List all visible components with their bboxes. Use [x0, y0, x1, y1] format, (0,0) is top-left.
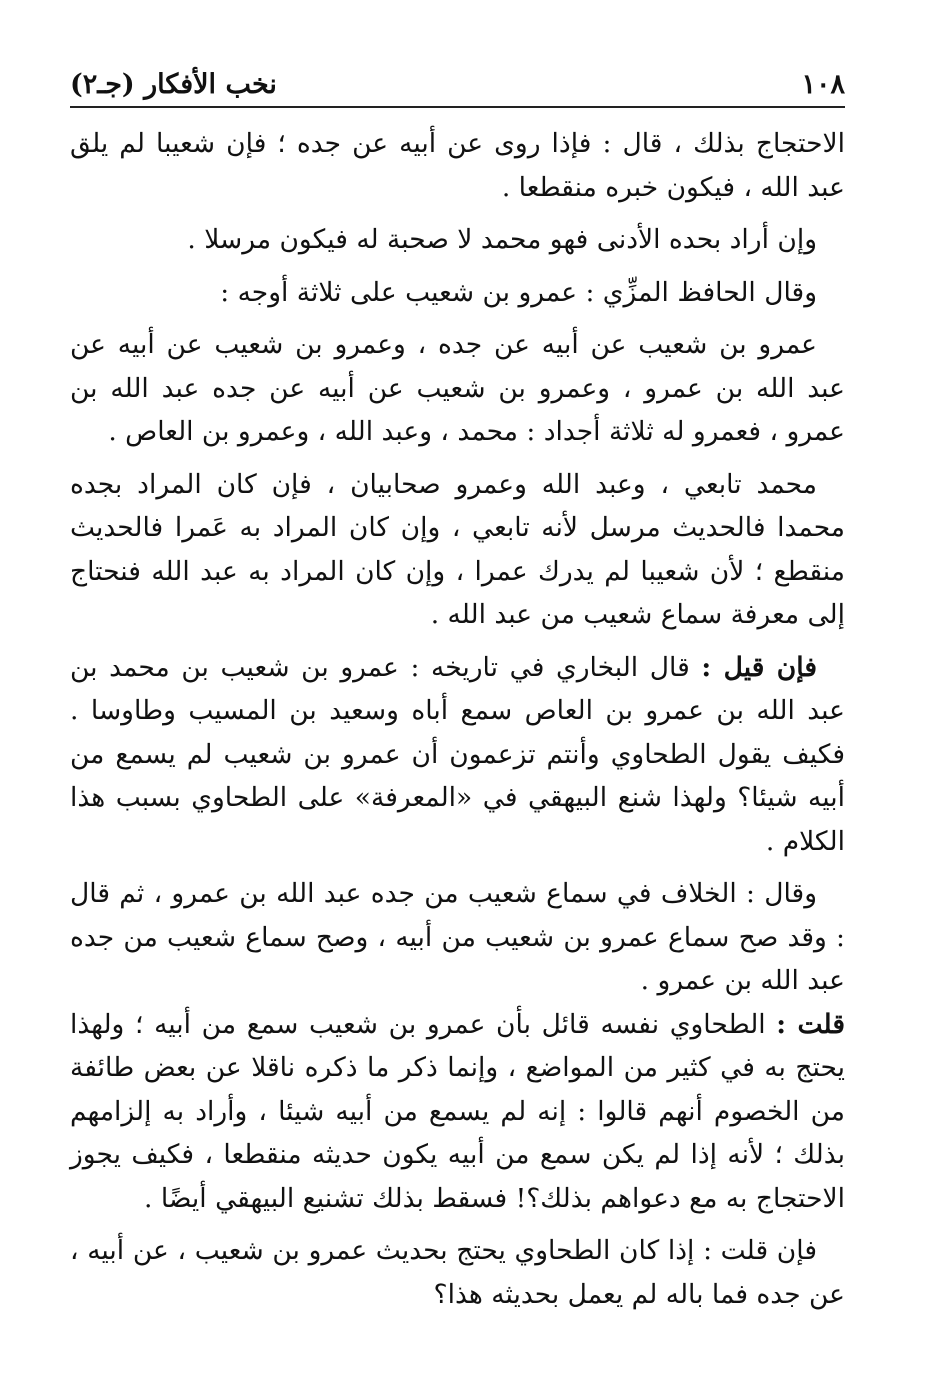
paragraph-text: محمد تابعي ، وعبد الله وعمرو صحابيان ، فإن كان المراد بجده محمدا فالحديث مرسل لأنه تابعي ، وإن كان المراد به عَمرا فالحديث منقطع ؛ لأن شعيبا لم يدرك عمرا ، وإن كان المراد به عبد الله فنحتاج إلى معرفة سماع شعيب من عبد الله . — [70, 468, 845, 630]
paragraph-text: وقال الحافظ المزِّي : عمرو بن شعيب على ثلاثة أوجه : — [220, 276, 817, 308]
paragraph-4 — [70, 323, 845, 454]
book-page — [70, 60, 845, 1340]
page-number: ١٠٨ — [801, 69, 845, 100]
paragraph-text: الطحاوي نفسه قائل بأن عمرو بن شعيب سمع من أبيه ؛ ولهذا يحتج به في كثير من المواضع ، وإنما ذكر ما ذكره ناقلا عن بعض طائفة من الخصوم أنهم قالوا : إنه لم يسمع من أبيه شيئا ، وأراد به إلزامهم بذلك ؛ لأنه إذا لم يكن سمع من أبيه يكون حديثه منقطعا ، فكيف يجوز الاحتجاج به مع دعواهم بذلك؟! فسقط بذلك تشنيع البيهقي أيضًا . — [70, 1008, 845, 1214]
paragraph-text: فإن قلت : إذا كان الطحاوي يحتج بحديث عمرو بن شعيب ، عن أبيه ، عن جده فما باله لم يعمل بحديثه هذا؟ — [70, 1235, 845, 1310]
paragraph-5 — [70, 463, 845, 637]
paragraph-lead: فإن قيل : — [701, 651, 818, 683]
body-text — [70, 122, 845, 1316]
paragraph-text: وإن أراد بحده الأدنى فهو محمد لا صحبة له فيكون مرسلا . — [187, 224, 817, 255]
paragraph-7 — [70, 872, 845, 1003]
paragraph-text: وقال : الخلاف في سماع شعيب من جده عبد الله بن عمرو ، ثم قال : وقد صح سماع عمرو بن شعيب من أبيه ، وصح سماع شعيب من جده عبد الله بن عمرو . — [70, 878, 845, 996]
book-title: نخب الأفكار (جـ٢) — [70, 69, 277, 100]
paragraph-6 — [70, 646, 845, 864]
paragraph-text: عمرو بن شعيب عن أبيه عن جده ، وعمرو بن شعيب عن أبيه عن عبد الله بن عمرو ، وعمرو بن شعيب عن أبيه عن جده عبد الله بن عمرو ، فعمرو له ثلاثة أجداد : محمد ، وعبد الله ، وعمرو بن العاص . — [70, 329, 845, 447]
paragraph-1 — [70, 122, 845, 209]
paragraph-text: قال البخاري في تاريخه : عمرو بن شعيب بن محمد بن عبد الله بن عمرو بن العاص سمع أباه وسعيد بن المسيب وطاوسا . فكيف يقول الطحاوي وأنتم تزعمون أن عمرو بن شعيب لم يسمع من أبيه شيئا؟ ولهذا شنع البيهقي في «المعرفة» على الطحاوي بسبب هذا الكلام . — [70, 651, 845, 857]
paragraph-2 — [70, 218, 845, 262]
paragraph-8 — [70, 1003, 845, 1221]
header-divider — [70, 106, 845, 108]
paragraph-text: الاحتجاج بذلك ، قال : فإذا روى عن أبيه عن جده ؛ فإن شعيبا لم يلق عبد الله ، فيكون خبره منقطعا . — [70, 128, 845, 203]
paragraph-9 — [70, 1229, 845, 1316]
page-header — [70, 60, 845, 102]
paragraph-lead: قلت : — [776, 1008, 845, 1040]
paragraph-3 — [70, 271, 845, 315]
